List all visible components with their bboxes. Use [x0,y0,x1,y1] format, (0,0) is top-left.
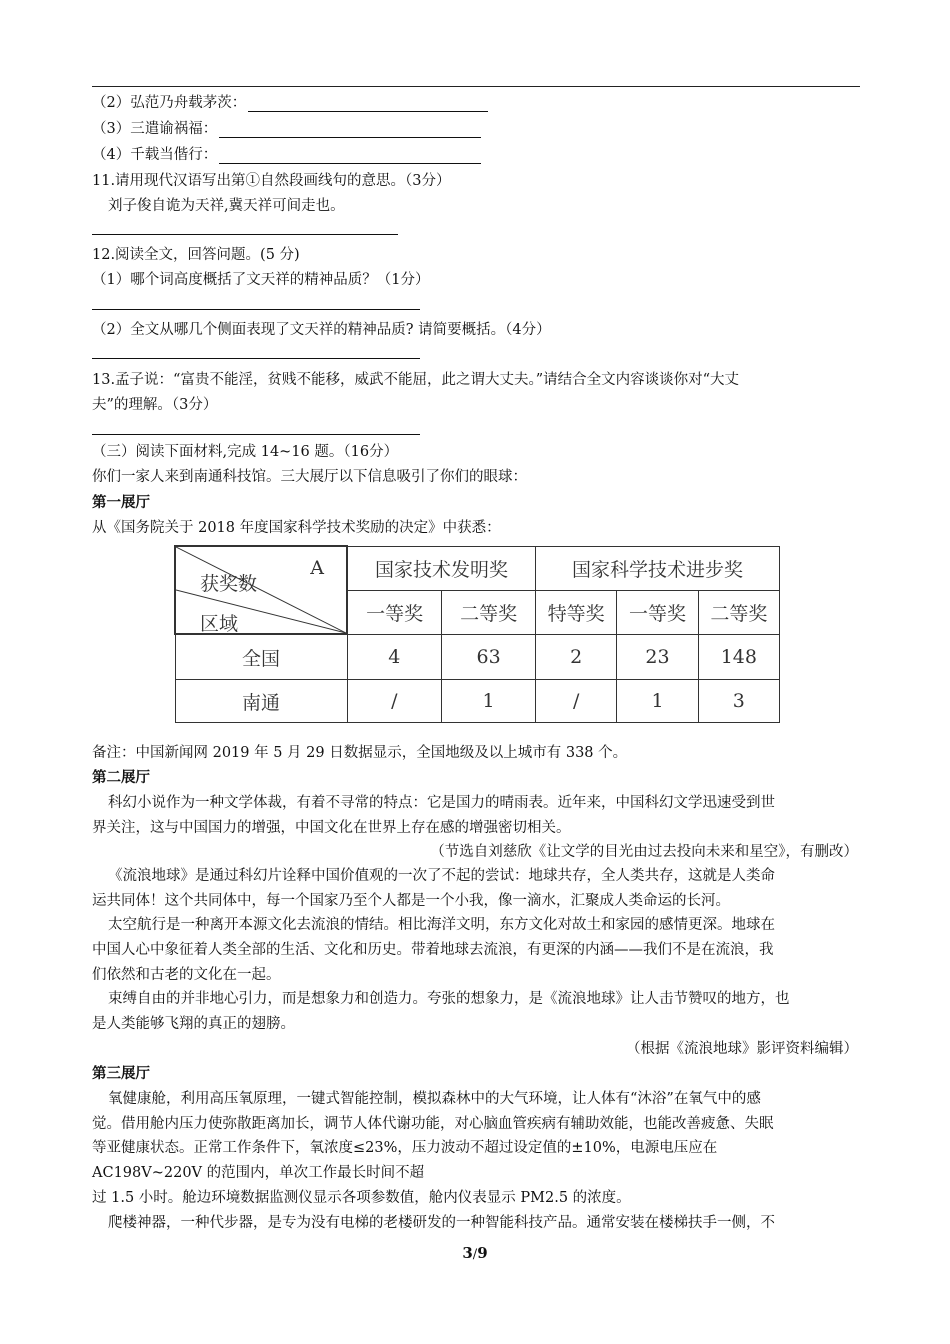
hall-2-p3-line-1: 太空航行是一种离开本源文化去流浪的情结。相比海洋文明，东方文化对故土和家园的感情更深。地球在 [108,917,775,933]
hall-2-title: 第二展厅 [92,770,150,786]
hall-3-p1-line-2: 觉。借用舱内压力使弥散距离加长，调节人体代谢功能，对心脑血管疾病有辅助效能，也能改善疲惫、失眠 [92,1116,774,1132]
table-row [175,680,780,723]
region-cell: 南通 [175,680,347,723]
value-cell: 148 [698,634,779,680]
question-12-2-answer-line[interactable] [92,358,420,359]
hall-3-p1-line-5: 过 1.5 小时。舱边环境数据监测仪显示各项参数值，舱内仪表显示 PM2.5 的浓度。 [92,1190,631,1206]
region-cell: 全国 [175,634,347,680]
hall-2-p4-source: （根据《流浪地球》影评资料编辑） [626,1041,858,1057]
question-12-2-prompt: （2）全文从哪几个侧面表现了文天祥的精神品质? 请简要概括。（4分） [92,322,551,338]
hall-3-p1-line-1: 氧健康舱，利用高压氧原理，一键式智能控制，模拟森林中的大气环境，让人体有“沐浴”在氧气中的感 [108,1091,761,1107]
subheader-cell: 一等奖 [347,590,442,634]
question-12-1-answer-line[interactable] [92,309,420,310]
question-11-answer-line[interactable] [92,234,398,235]
subheader-cell: 二等奖 [442,590,536,634]
question-13-answer-line[interactable] [92,434,420,435]
question-4-text: （4）千载当偕行： [92,147,218,163]
hall-2-p1-line-1: 科幻小说作为一种文学体裁，有着不寻常的特点：它是国力的晴雨表。近年来，中国科幻文学迅速受到世 [108,795,775,811]
hall-1-title: 第一展厅 [92,495,150,511]
section-3-heading: （三）阅读下面材料,完成 14~16 题。（16分） [92,444,399,460]
table-note: 备注：中国新闻网 2019 年 5 月 29 日数据显示，全国地级及以上城市有 338 个。 [92,745,628,761]
total-pages: 9 [477,1244,488,1262]
question-4-answer-blank[interactable] [219,149,481,164]
question-2-text: （2）弘范乃舟载茅茨： [92,95,247,111]
hall-2-p1-line-2: 界关注，这与中国国力的增强，中国文化在世界上存在感的增强密切相关。 [92,820,571,836]
hall-1-source: 从《国务院关于 2018 年度国家科学技术奖励的决定》中获悉： [92,520,501,536]
value-cell: 2 [536,634,617,680]
question-3-line [92,120,481,138]
question-11-prompt: 11.请用现代汉语写出第①自然段画线句的意思。（3分） [92,173,451,189]
hall-2-p4-line-2: 是人类能够飞翔的真正的翅膀。 [92,1016,295,1032]
hall-2-p3-line-3: 们依然和古老的文化在一起。 [92,967,281,983]
corner-bottom-label: 区域 [200,613,239,635]
hall-2-p1-source: （节选自刘慈欣《让文学的目光由过去投向未来和星空》，有删改） [430,844,858,860]
value-cell: 1 [442,680,536,723]
corner-letter: A [310,557,324,579]
hall-2-p2-line-1: 《流浪地球》是通过科幻片诠释中国价值观的一次了不起的尝试：地球共存，全人类共存，这就是人类命 [108,868,775,884]
value-cell: / [536,680,617,723]
page-separator: / [472,1247,478,1262]
question-11-sentence: 刘子俊自诡为天祥,冀天祥可间走也。 [108,198,345,214]
hall-2-p2-line-2: 运共同体！这个共同体中，每一个国家乃至个人都是一个小我，像一滴水，汇聚成人类命运的长河。 [92,893,730,909]
current-page: 3 [462,1244,473,1262]
table-row [175,634,780,680]
subheader-cell: 一等奖 [617,590,698,634]
page-number [0,1244,950,1262]
hall-3-p1-line-4: AC198V~220V 的范围内，单次工作最长时间不超 [92,1165,425,1181]
hall-3-p2-line-1: 爬楼神器，一种代步器，是专为没有电梯的老楼研发的一种智能科技产品。通常安装在楼梯扶手一侧，不 [108,1215,775,1231]
header-rule [92,86,860,87]
hall-3-title: 第三展厅 [92,1066,150,1082]
question-12-1-prompt: （1）哪个词高度概括了文天祥的精神品质？（1分） [92,272,430,288]
value-cell: / [347,680,442,723]
hall-2-p4-line-1: 束缚自由的并非地心引力，而是想象力和创造力。夸张的想象力，是《流浪地球》让人击节赞叹的地方，也 [108,991,790,1007]
question-13-line-1: 13.孟子说：“富贵不能淫，贫贱不能移，威武不能屈，此之谓大丈夫。”请结合全文内容谈谈你对“大丈 [92,372,740,388]
question-3-answer-blank[interactable] [219,123,481,138]
section-3-intro: 你们一家人来到南通科技馆。三大展厅以下信息吸引了你们的眼球： [92,469,527,485]
subheader-cell: 特等奖 [536,590,617,634]
question-3-text: （3）三遣谕祸福： [92,121,218,137]
question-13-line-2: 夫”的理解。（3分） [92,397,218,413]
value-cell: 4 [347,634,442,680]
question-4-line [92,146,481,164]
value-cell: 3 [698,680,779,723]
value-cell: 63 [442,634,536,680]
value-cell: 23 [617,634,698,680]
header-invention-award: 国家技术发明奖 [347,546,536,590]
value-cell: 1 [617,680,698,723]
question-12-prompt: 12.阅读全文，回答问题。(5 分) [92,247,300,263]
hall-2-p3-line-2: 中国人心中象征着人类全部的生活、文化和历史。带着地球去流浪，有更深的内涵——我们不是在流浪，我 [92,942,774,958]
award-table [174,545,780,723]
hall-3-p1-line-3: 等亚健康状态。正常工作条件下，氧浓度≤23%，压力波动不超过设定值的±10%，电源电压应在 [92,1140,718,1156]
question-2-answer-blank[interactable] [248,97,488,112]
question-2-line [92,94,488,112]
header-progress-award: 国家科学技术进步奖 [536,546,780,590]
table-corner-cell [175,546,347,634]
corner-top-label: 获奖数 [200,573,258,595]
subheader-cell: 二等奖 [698,590,779,634]
